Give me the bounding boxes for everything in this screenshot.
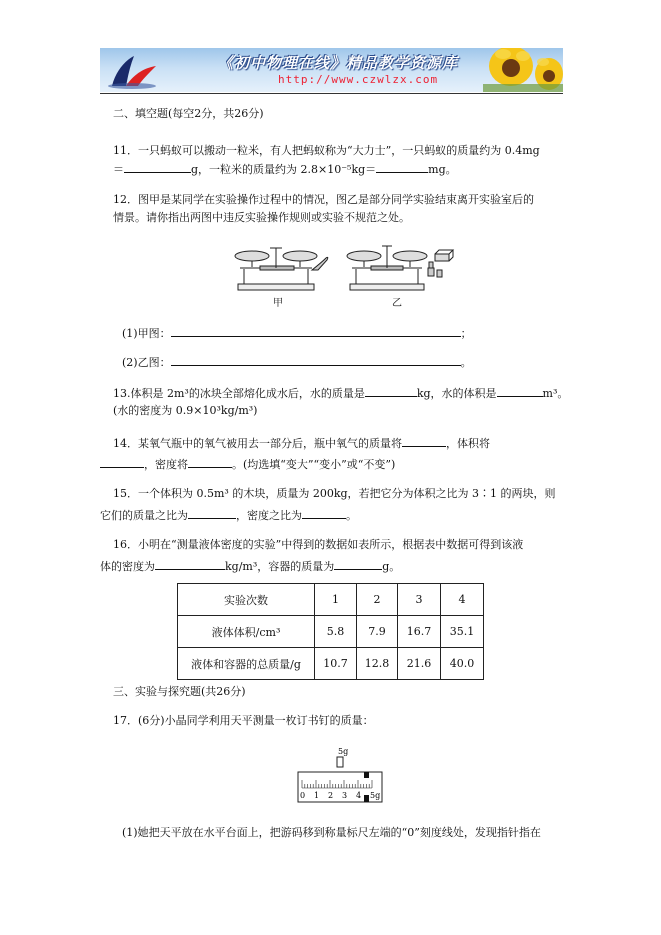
q11-mid: g，一粒米的质量约为 2.8×10⁻⁵kg＝ bbox=[191, 163, 377, 176]
q13-text-c: m³。 bbox=[542, 387, 569, 400]
q16-blank-1[interactable] bbox=[155, 558, 225, 570]
q12-line2: 情景。请你指出两图中违反实验操作规则或实验不规范之处。 bbox=[113, 211, 410, 224]
banner-title: 《初中物理在线》精品教学资源库 bbox=[218, 54, 459, 72]
q12-answer-1-end: ； bbox=[460, 327, 472, 340]
q15-text-a: 它们的质量之比为 bbox=[100, 509, 188, 522]
table-cell: 3 bbox=[398, 584, 441, 616]
q15-blank-2[interactable] bbox=[302, 507, 346, 519]
q17-line1: 17．(6分)小晶同学利用天平测量一枚订书钉的质量： bbox=[113, 714, 374, 727]
q12-blank-1[interactable] bbox=[171, 325, 461, 337]
header-banner bbox=[100, 48, 563, 92]
table-cell: 16.7 bbox=[398, 616, 441, 648]
table-cell: 35.1 bbox=[441, 616, 484, 648]
section-heading-experiment: 三、实验与探究题(共26分) bbox=[113, 685, 246, 698]
q12-answer-1 bbox=[122, 325, 472, 341]
ruler-figure bbox=[296, 744, 386, 806]
q14-line2 bbox=[100, 456, 395, 472]
q14-text-d: 。(均选填“变大”“变小”或“不变”) bbox=[232, 458, 396, 471]
table-cell: 1 bbox=[315, 584, 357, 616]
q15-line2 bbox=[100, 507, 357, 523]
q15-blank-1[interactable] bbox=[188, 507, 236, 519]
q13-line2: (水的密度为 0.9×10³kg/m³) bbox=[113, 404, 258, 417]
q16-line2 bbox=[100, 558, 400, 574]
table-cell: 12.8 bbox=[357, 648, 398, 680]
balance-yi-icon bbox=[347, 246, 453, 290]
table-cell: 实验次数 bbox=[178, 584, 315, 616]
table-cell: 21.6 bbox=[398, 648, 441, 680]
q13-line1 bbox=[113, 385, 568, 401]
q15-text-c: 。 bbox=[346, 509, 357, 522]
table-cell: 4 bbox=[441, 584, 484, 616]
table-cell: 7.9 bbox=[357, 616, 398, 648]
table-row bbox=[178, 648, 484, 680]
q14-blank-3[interactable] bbox=[188, 456, 232, 468]
table-cell: 40.0 bbox=[441, 648, 484, 680]
q16-text-b: kg/m³，容器的质量为 bbox=[225, 560, 335, 573]
q12-answer-2 bbox=[122, 354, 472, 370]
q14-text-b: ，体积将 bbox=[446, 437, 490, 450]
q16-blank-2[interactable] bbox=[334, 558, 382, 570]
rider-bottom-icon bbox=[364, 795, 369, 802]
table-cell: 液体体积/cm³ bbox=[178, 616, 315, 648]
q11-line2 bbox=[113, 161, 457, 177]
q14-text-c: ，密度将 bbox=[144, 458, 188, 471]
q12-line1: 12．图甲是某同学在实验操作过程中的情况，图乙是部分同学实验结束离开实验室后的 bbox=[113, 193, 534, 206]
q13-blank-2[interactable] bbox=[497, 385, 543, 397]
q14-text-a: 14．某氧气瓶中的氧气被用去一部分后，瓶中氧气的质量将 bbox=[113, 437, 402, 450]
q13-blank-1[interactable] bbox=[365, 385, 417, 397]
ruler-label: 4 bbox=[356, 791, 362, 800]
balance-figure bbox=[230, 240, 460, 312]
q16-text-c: g。 bbox=[382, 560, 401, 573]
ruler-label: 5g bbox=[370, 791, 381, 800]
header-divider bbox=[100, 93, 563, 94]
table-row bbox=[178, 584, 484, 616]
q12-answer-1-label: (1)甲图： bbox=[122, 327, 171, 340]
q14-blank-1[interactable] bbox=[402, 435, 446, 447]
table-cell: 10.7 bbox=[315, 648, 357, 680]
q11-end: mg。 bbox=[428, 163, 457, 176]
q12-answer-2-label: (2)乙图： bbox=[122, 356, 171, 369]
data-table bbox=[177, 583, 484, 680]
q14-line1 bbox=[113, 435, 490, 451]
q12-answer-2-end: 。 bbox=[460, 356, 472, 369]
ruler-label: 1 bbox=[314, 791, 320, 800]
q13-text-a: 13.体积是 2m³的冰块全部熔化成水后，水的质量是 bbox=[113, 387, 365, 400]
table-cell: 液体和容器的总质量/g bbox=[178, 648, 315, 680]
q11-eq: ＝ bbox=[113, 163, 124, 176]
q15-text-b: ，密度之比为 bbox=[236, 509, 302, 522]
q16-line1: 16．小明在“测量液体密度的实验”中得到的数据如表所示，根据表中数据可得到该液 bbox=[113, 538, 524, 551]
q15-line1: 15．一个体积为 0.5m³ 的木块，质量为 200kg，若把它分为体积之比为 3∶1 的两块，则 bbox=[113, 487, 556, 500]
table-cell: 2 bbox=[357, 584, 398, 616]
ruler-label: 2 bbox=[328, 791, 334, 800]
q14-blank-2[interactable] bbox=[100, 456, 144, 468]
q11-blank-2[interactable] bbox=[376, 161, 428, 173]
q16-text-a: 体的密度为 bbox=[100, 560, 155, 573]
weight-label: 5g bbox=[338, 747, 349, 756]
q12-blank-2[interactable] bbox=[171, 354, 461, 366]
q13-text-b: kg，水的体积是 bbox=[416, 387, 497, 400]
ruler-label: 3 bbox=[342, 791, 348, 800]
rider-icon bbox=[364, 772, 369, 778]
sunflower-icon bbox=[483, 48, 563, 92]
weight-icon bbox=[337, 757, 343, 767]
banner-url[interactable]: http://www.czwlzx.com bbox=[278, 73, 439, 86]
q11-blank-1[interactable] bbox=[124, 161, 191, 173]
section-heading-fill-blank: 二、填空题(每空2分，共26分) bbox=[113, 107, 264, 120]
q17-line2: (1)她把天平放在水平台面上，把游码移到称量标尺左端的“0”刻度线处，发现指针指在 bbox=[122, 826, 541, 839]
logo-icon bbox=[104, 52, 164, 90]
table-cell: 5.8 bbox=[315, 616, 357, 648]
figure-label-yi: 乙 bbox=[392, 298, 402, 309]
figure-label-jia: 甲 bbox=[273, 298, 283, 309]
table-row bbox=[178, 616, 484, 648]
ruler-label: 0 bbox=[300, 791, 306, 800]
balance-jia-icon bbox=[235, 248, 328, 290]
q11-line1: 11．一只蚂蚁可以搬动一粒米，有人把蚂蚁称为“大力士”，一只蚂蚁的质量约为 0.4mg bbox=[113, 144, 540, 157]
